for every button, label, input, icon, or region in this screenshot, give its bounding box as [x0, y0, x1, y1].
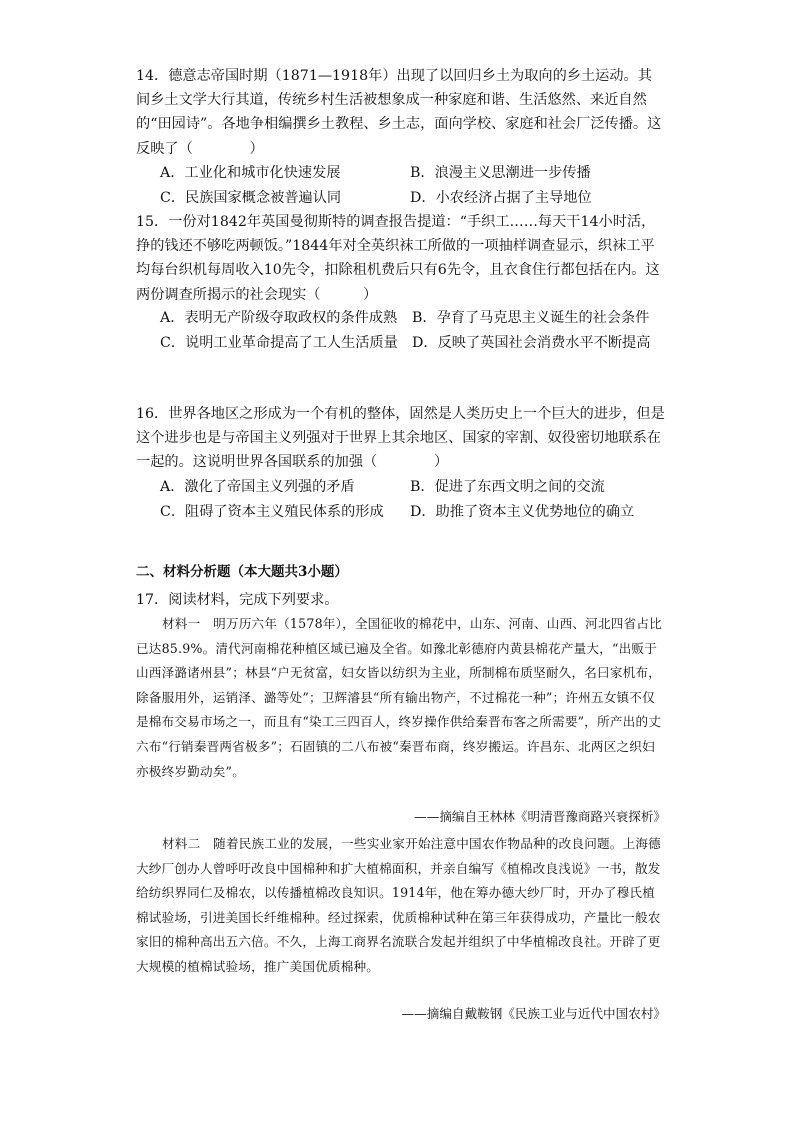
question-14-stem: 14．德意志帝国时期（1871—1918年）出现了以回归乡土为取向的乡土运动。其间乡土文学大行其道，传统乡村生活被想象成一种家庭和谐、生活悠然、来近自然的“田园诗”。各地争相编撰乡土教程、乡土志，面向学校、家庭和社会厂泛传播。这反映了（ ） [136, 68, 662, 157]
material-1: 材料一 明万历六年（1578年），全国征收的棉花中，山东、河南、山西、河北四省占比已达85.9%。清代河南棉花种植区域已遍及全省。如豫北彰德府内黄县棉花产量大，“出贩于山西泽潞诸州县”；林县“户无贫富，妇女皆以纺织为主业，所制棉布质坚耐久，名曰家机布，除备服用外，运销泽、潞等处”；卫辉濬县“所有输出物产，不过棉花一种”；许州五女镇不仅是棉布交易市场之一，而且有“染工三四百人，终岁操作供给秦晋布客之所需要”，所产出的丈六布“行销秦晋两省极多”；石固镇的二八布被“秦晋布商，终岁搬运。许昌东、北两区之织妇亦极终岁勤动矣”。 [136, 616, 662, 779]
question-15-stem: 15．一份对1842年英国曼彻斯特的调查报告提道：“手织工……每天干14小时活，挣的钱还不够吃两顿饭。”1844年对全英织袜工所做的一项抽样调查显示，织袜工平均每台织机每周收入10先令，扣除租机费后只有6先令，且衣食住行都包括在内。这两份调查所揭示的社会现实（ ） [136, 214, 660, 303]
question-16-option-d[interactable]: D．助推了资本主义优势地位的确立 [410, 504, 635, 520]
question-16-option-c[interactable]: C．阻碍了资本主义殖民体系的形成 [160, 504, 384, 520]
question-14-option-a[interactable]: A．工业化和城市化快速发展 [160, 165, 341, 181]
question-15-option-c[interactable]: C．说明工业革命提高了工人生活质量 [160, 335, 398, 351]
question-15-options [160, 306, 666, 356]
question-15-option-d[interactable]: D．反映了英国社会消费水平不断提高 [412, 335, 651, 351]
question-15-option-b[interactable]: B．孕育了马克思主义诞生的社会条件 [412, 310, 650, 326]
question-14-option-b[interactable]: B．浪漫主义思潮进一步传播 [410, 165, 591, 181]
question-15-option-a[interactable]: A．表明无产阶级夺取政权的条件成熟 [160, 310, 398, 326]
question-14-option-c[interactable]: C．民族国家概念被普遍认同 [160, 190, 342, 206]
section-heading: 二、材料分析题（本大题共3小题） [136, 564, 348, 580]
question-16-options [160, 475, 666, 525]
material-2: 材料二 随着民族工业的发展，一些实业家开始注意中国农作物品种的改良问题。上海德大纱厂创办人曾呼吁改良中国棉种和扩大植棉面积，并亲自编写《植棉改良浅说》一书，散发给纺织界同仁及棉农，以传播植棉改良知识。1914年，他在筹办德大纱厂时，开办了穆氏植棉试验场，引进美国长纤维棉种。经过探索，优质棉种试种在第三年获得成功，产量比一般农家旧的棉种高出五六倍。不久，上海工商界名流联合发起并组织了中华植棉改良社。开辟了更大规模的植棉试验场，推广美国优质棉种。 [136, 836, 661, 974]
material-1-source: ——摘编自王林林《明清晋豫商路兴衰探析》 [414, 809, 666, 824]
question-16-option-a[interactable]: A．激化了帝国主义列强的矛盾 [160, 479, 355, 495]
question-14-option-d[interactable]: D．小农经济占据了主导地位 [410, 190, 592, 206]
question-17-intro: 17．阅读材料，完成下列要求。 [136, 592, 339, 608]
question-16-stem: 16．世界各地区之形成为一个有机的整体，固然是人类历史上一个巨大的进步，但是这个进步也是与帝国主义列强对于世界上其余地区、国家的宰割、奴役密切地联系在一起的。这说明世界各国联系的加强（ ） [136, 406, 665, 471]
question-16-option-b[interactable]: B．促进了东西文明之间的交流 [410, 479, 605, 495]
material-2-source: ——摘编自戴鞍钢《民族工业与近代中国农村》 [401, 1006, 666, 1021]
question-14-options [160, 161, 666, 211]
